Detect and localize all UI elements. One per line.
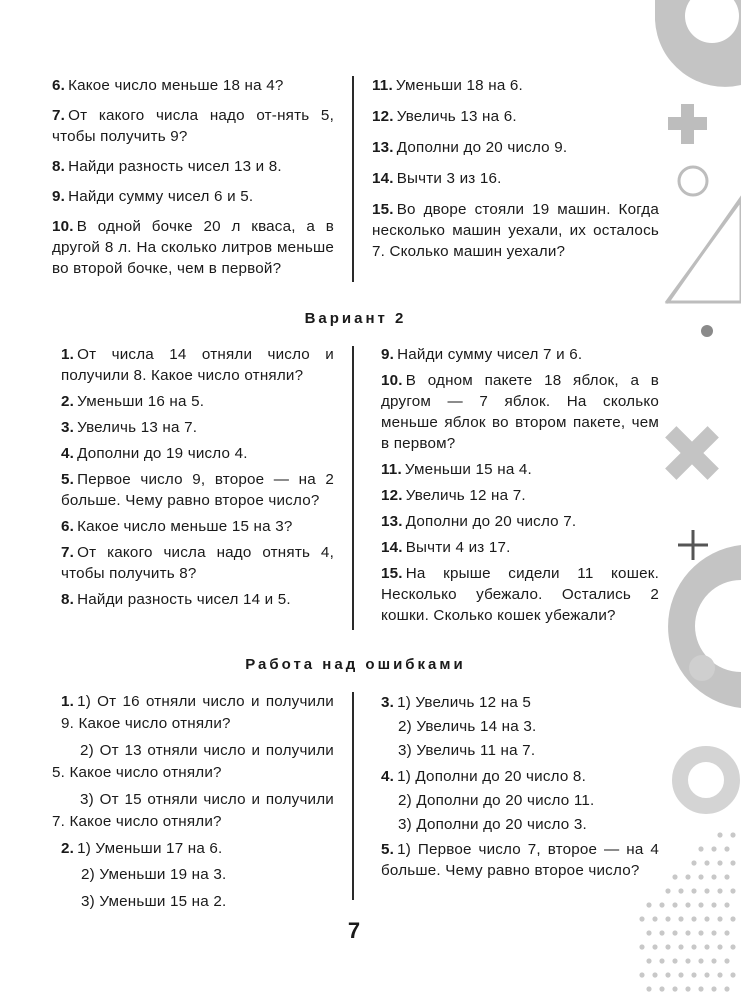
subtask-item: 2) Уменьши 19 на 3. <box>81 866 227 883</box>
pattern-dot <box>711 846 716 851</box>
task-item: 1. От числа 14 отняли число и получили 8. Какое число отняли? <box>61 346 334 384</box>
pattern-dot <box>665 944 670 949</box>
small-dot-icon <box>701 325 713 337</box>
pattern-dot <box>691 888 696 893</box>
pattern-dot <box>704 944 709 949</box>
task-item: 7. От какого числа надо от-нять 5, чтобы получить 9? <box>52 107 334 145</box>
task-item: 5. Первое число 9, второе — на 2 больше. Чему равно второе число? <box>61 471 334 509</box>
pattern-dot <box>685 958 690 963</box>
pattern-dot <box>711 958 716 963</box>
pattern-dot <box>665 916 670 921</box>
pattern-dot <box>685 874 690 879</box>
pattern-dot <box>711 874 716 879</box>
task-item: 11. Уменьши 18 на 6. <box>372 77 523 94</box>
pattern-dot <box>711 902 716 907</box>
pattern-dot <box>659 930 664 935</box>
column-divider <box>352 692 354 900</box>
pattern-dot <box>659 902 664 907</box>
pattern-dot <box>704 916 709 921</box>
pattern-dot <box>665 972 670 977</box>
pattern-dot <box>698 958 703 963</box>
pattern-dot <box>730 944 735 949</box>
task-item: 14. Вычти 4 из 17. <box>381 539 511 556</box>
variant-heading: Вариант 2 <box>304 310 407 327</box>
column-divider <box>352 76 354 282</box>
pattern-dot <box>717 944 722 949</box>
pattern-dot <box>646 902 651 907</box>
task-item: 12. Увеличь 12 на 7. <box>381 487 526 504</box>
pattern-dot <box>730 832 735 837</box>
task-item: 13. Дополни до 20 число 9. <box>372 139 568 156</box>
pattern-dot <box>659 958 664 963</box>
half-ring-icon <box>668 545 741 708</box>
subtask-item: 2) Дополни до 20 число 11. <box>398 792 595 809</box>
task-item: 3. Увеличь 13 на 7. <box>61 419 198 436</box>
task-item: 9. Найди сумму чисел 6 и 5. <box>52 188 254 205</box>
errors-heading: Работа над ошибками <box>245 656 466 673</box>
pattern-dot <box>652 972 657 977</box>
task-item: 4. Дополни до 19 число 4. <box>61 445 248 462</box>
pattern-dot <box>672 902 677 907</box>
pattern-dot <box>639 944 644 949</box>
subtask-item: 3) Уменьши 15 на 2. <box>81 893 227 910</box>
pattern-dot <box>724 874 729 879</box>
task-item: 8. Найди разность чисел 14 и 5. <box>61 591 291 608</box>
pattern-dot <box>698 874 703 879</box>
pattern-dot <box>698 930 703 935</box>
top-right-column <box>372 75 659 271</box>
task-item: 15. Во дворе стояли 19 машин. Когда несколько машин уехали, их осталось 7. Сколько машин уехали? <box>372 201 659 260</box>
pattern-dot <box>691 916 696 921</box>
pattern-dot <box>685 930 690 935</box>
page-number: 7 <box>347 918 361 943</box>
pattern-dot <box>646 930 651 935</box>
pattern-dot <box>724 986 729 991</box>
pattern-dot <box>698 846 703 851</box>
task-item: 10. В одном пакете 18 яблок, а в другом — 7 яблок. На сколько меньше яблок во втором пакете, чем в первом? <box>381 372 659 452</box>
pattern-dot <box>678 972 683 977</box>
subtask-item: 3) От 15 отняли число и получили 7. Какое число отняли? <box>52 791 334 830</box>
task-item: 11. Уменьши 15 на 4. <box>381 461 532 478</box>
task-item: 2. Уменьши 16 на 5. <box>61 393 205 410</box>
pattern-dot <box>724 846 729 851</box>
task-item: 14. Вычти 3 из 16. <box>372 170 502 187</box>
pattern-dot <box>724 930 729 935</box>
pattern-dot <box>678 888 683 893</box>
task-item: 6. Какое число меньше 15 на 3? <box>61 518 293 535</box>
task-item: 4. 1) Дополни до 20 число 8. <box>381 768 586 785</box>
task-item: 13. Дополни до 20 число 7. <box>381 513 577 530</box>
variant2-right-column <box>372 344 659 631</box>
pattern-dot <box>685 986 690 991</box>
pattern-dot <box>665 888 670 893</box>
pattern-dot <box>730 888 735 893</box>
pattern-dot <box>730 860 735 865</box>
pattern-dot <box>704 888 709 893</box>
pattern-dot <box>672 874 677 879</box>
task-item: 10. В одной бочке 20 л кваса, а в другой 8 л. На сколько литров меньше во второй бочке, чем в первой? <box>52 218 334 277</box>
task-item: 5. 1) Первое число 7, второе — на 4 больше. Чему равно второе число? <box>381 841 659 879</box>
subtask-item: 3) Дополни до 20 число 3. <box>398 816 587 833</box>
pattern-dot <box>730 916 735 921</box>
variant2-left-column <box>52 344 334 615</box>
pattern-dot <box>678 916 683 921</box>
subtask-item: 3) Увеличь 11 на 7. <box>398 742 536 759</box>
pattern-dot <box>659 986 664 991</box>
pattern-dot <box>652 944 657 949</box>
pattern-dot <box>698 902 703 907</box>
pattern-dot <box>704 972 709 977</box>
pattern-dot <box>652 916 657 921</box>
filled-circle-icon <box>689 655 715 681</box>
pattern-dot <box>639 972 644 977</box>
pattern-dot <box>698 986 703 991</box>
pattern-dot <box>646 986 651 991</box>
pattern-dot <box>724 958 729 963</box>
pattern-dot <box>672 930 677 935</box>
pattern-dot <box>691 860 696 865</box>
task-item: 1. 1) От 16 отняли число и получили 9. Какое число отняли? <box>61 693 334 732</box>
task-item: 7. От какого числа надо отнять 4, чтобы получить 8? <box>61 544 334 582</box>
task-item: 15. На крыше сидели 11 кошек. Несколько убежало. Остались 2 кошки. Сколько кошек убежали? <box>381 565 659 624</box>
pattern-dot <box>685 902 690 907</box>
pattern-dot <box>717 888 722 893</box>
errors-right-column <box>372 691 659 881</box>
subtask-item: 2) От 13 отняли число и получили 5. Какое число отняли? <box>52 742 334 781</box>
pattern-dot <box>717 832 722 837</box>
task-item: 8. Найди разность чисел 13 и 8. <box>52 158 282 175</box>
pattern-dot <box>691 972 696 977</box>
pattern-dot <box>691 944 696 949</box>
pattern-dot <box>717 860 722 865</box>
task-item: 3. 1) Увеличь 12 на 5 <box>381 694 532 711</box>
top-left-column <box>52 75 334 288</box>
pattern-dot <box>717 972 722 977</box>
ring-icon <box>680 754 732 806</box>
pattern-dot <box>678 944 683 949</box>
pattern-dot <box>646 958 651 963</box>
task-item: 6. Какое число меньше 18 на 4? <box>52 77 284 94</box>
pattern-dot <box>672 986 677 991</box>
task-item: 9. Найди сумму чисел 7 и 6. <box>381 346 583 363</box>
pattern-dot <box>711 930 716 935</box>
subtask-item: 2) Увеличь 14 на 3. <box>398 718 537 735</box>
pattern-dot <box>672 958 677 963</box>
pattern-dot <box>730 972 735 977</box>
thin-plus-icon <box>678 530 708 560</box>
pattern-dot <box>704 860 709 865</box>
task-item: 2. 1) Уменьши 17 на 6. <box>61 840 223 857</box>
pattern-dot <box>639 916 644 921</box>
task-item: 12. Увеличь 13 на 6. <box>372 108 517 125</box>
pattern-dot <box>724 902 729 907</box>
column-divider <box>352 346 354 630</box>
pattern-dot <box>717 916 722 921</box>
pattern-dot <box>711 986 716 991</box>
errors-left-column <box>52 691 334 916</box>
circle-outline-icon <box>679 167 707 195</box>
cross-icon <box>665 426 719 480</box>
